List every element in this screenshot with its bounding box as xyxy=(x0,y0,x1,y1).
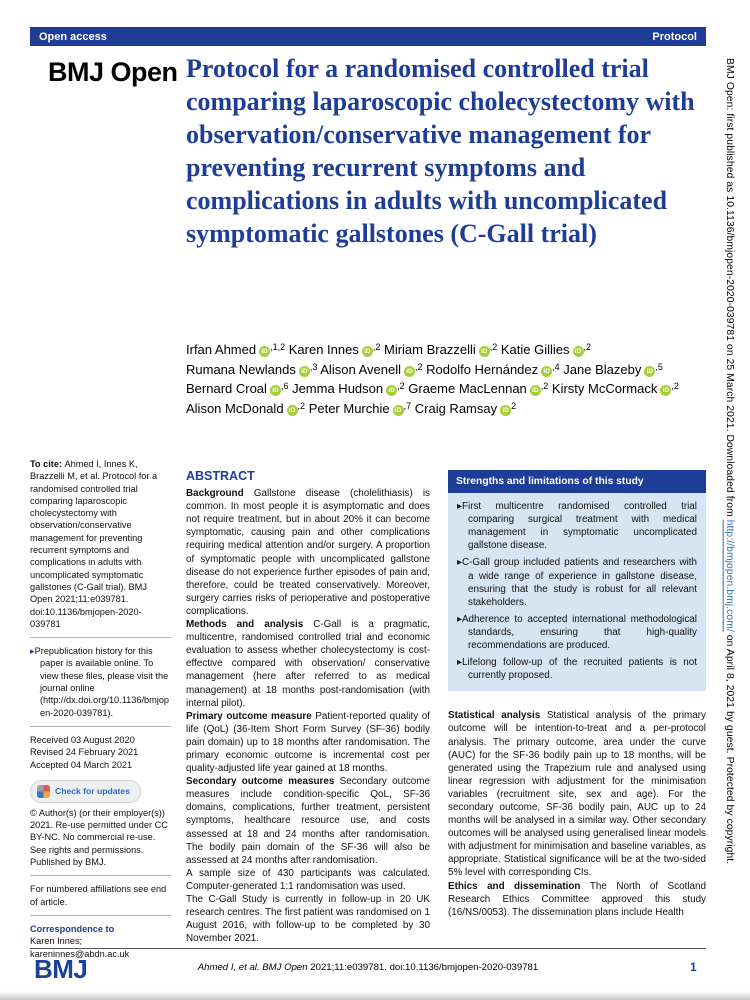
author-affiliation-sup: ,2 xyxy=(397,381,405,391)
statistical-analysis-section xyxy=(448,709,706,879)
author xyxy=(186,362,317,377)
section-label: Secondary outcome measures xyxy=(186,776,340,788)
strengths-box xyxy=(448,470,706,691)
abstract-section-secondary-outcomes xyxy=(186,775,430,867)
strengths-bullet: ▸ Adherence to accepted international methodological standards, ensuring that high-quality recommendations are produced. xyxy=(457,613,697,652)
divider xyxy=(30,875,171,876)
author xyxy=(415,401,516,416)
crossmark-icon xyxy=(37,785,50,798)
author-affiliation-sup: ,2 xyxy=(583,342,592,352)
orcid-icon xyxy=(270,385,281,396)
author-name: Kirsty McCormack xyxy=(551,381,658,396)
author xyxy=(563,362,663,377)
strengths-box-body xyxy=(448,493,706,691)
prepub-note: ▸ Prepublication history for this paper is available online. To view these files, please visit the journal online (http://dx.doi.org/10.1136/bmjopen-2020-039781). xyxy=(30,645,171,719)
author-affiliation-sup: ,2 xyxy=(489,342,498,352)
section-label: Ethics and dissemination xyxy=(448,880,590,892)
author xyxy=(320,362,422,377)
to-cite-text: Ahmed I, Innes K, Brazzelli M, et al. Protocol for a randomised controlled trial comparing laparoscopic cholecystectomy with observation/conservative management for preventing recurrent symptoms and complications in adults with uncomplicated symptomatic gallstones (C-Gall trial). BMJ Open 2021;11:e039781. doi:10.1136/bmjopen-2020-039781 xyxy=(30,459,158,629)
author-affiliation-sup: ,2 xyxy=(540,381,549,391)
author-affiliation-sup: ,2 xyxy=(671,381,679,391)
abstract-paragraph-sample-size xyxy=(186,867,430,893)
orcid-icon xyxy=(404,366,415,377)
divider xyxy=(30,726,171,727)
section-label: Background xyxy=(186,488,254,500)
author-affiliation-sup: ,2 xyxy=(297,400,306,411)
journal-logo: BMJ Open xyxy=(48,57,178,87)
section-label: Statistical analysis xyxy=(448,710,547,722)
author-name: Craig Ramsay xyxy=(414,400,498,416)
abstract-section-background xyxy=(186,487,430,618)
orcid-icon xyxy=(393,405,404,416)
section-label: Methods and analysis xyxy=(186,619,314,631)
author xyxy=(186,342,285,357)
author-name: Rumana Newlands xyxy=(186,361,296,377)
author-affiliation-sup: ,4 xyxy=(552,361,560,372)
revised-date: Revised 24 February 2021 xyxy=(30,747,139,758)
author xyxy=(186,381,288,396)
vertical-strip-link[interactable]: http://bmjopen.bmj.com/ xyxy=(724,519,735,632)
open-access-label: Open access xyxy=(39,30,107,43)
author-name: Jane Blazeby xyxy=(563,361,642,377)
strengths-bullet: ▸ C-Gall group included patients and researchers with a wide range of experience in gallstone disease, ensuring that the study is robust for all relevant stakeholders. xyxy=(457,556,697,608)
author-affiliation-sup: ,2 xyxy=(372,342,381,352)
orcid-icon xyxy=(500,405,511,416)
section-text: Patient-reported quality of life (QoL) (36-Item Short Form Survey (SF-36) bodily pain domain) up to 18 months after randomisation. The primary economic outcome is incremental cost per quality-adjusted life year gained at 18 months. xyxy=(186,710,430,775)
strengths-bullet: ▸ Lifelong follow-up of the recruited patients is not currently proposed. xyxy=(457,656,697,682)
top-bar xyxy=(30,27,706,46)
author-affiliation-sup: ,3 xyxy=(309,361,318,372)
orcid-icon xyxy=(530,385,541,396)
correspondence-heading: Correspondence to xyxy=(30,923,115,934)
orcid-icon xyxy=(660,385,671,396)
abstract-column xyxy=(186,470,430,945)
author-name: Irfan Ahmed xyxy=(186,342,257,357)
orcid-icon xyxy=(573,346,584,357)
orcid-icon xyxy=(479,346,490,357)
author xyxy=(552,381,679,396)
page-number: 1 xyxy=(690,960,697,974)
authors-list xyxy=(186,341,706,419)
citation-rest: 2021;11:e039781. doi:10.1136/bmjopen-2020-039781 xyxy=(307,962,539,973)
author xyxy=(309,401,411,416)
orcid-icon xyxy=(259,346,270,357)
affiliations-note: For numbered affiliations see end of article. xyxy=(30,884,167,907)
copyright-notice: © Author(s) (or their employer(s)) 2021. Re-use permitted under CC BY-NC. No commercial re-use. See rights and permissions. Published by BMJ. xyxy=(30,807,168,868)
author-affiliation-sup: ,1,2 xyxy=(270,342,286,352)
author-affiliation-sup: ,2 xyxy=(414,361,423,372)
author-name: Peter Murchie xyxy=(308,400,390,416)
ethics-section xyxy=(448,880,706,919)
orcid-icon xyxy=(644,366,655,377)
author-name: Miriam Brazzelli xyxy=(384,342,476,357)
author-name: Bernard Croal xyxy=(186,381,267,396)
author-name: Alison Avenell xyxy=(320,361,401,377)
protocol-label: Protocol xyxy=(652,30,697,43)
section-text: The North of Scotland Research Ethics Committee approved this study (16/NS/0053). The dissemination plans include Health xyxy=(448,880,706,918)
to-cite-label: To cite: xyxy=(30,459,65,469)
author xyxy=(289,342,381,357)
author xyxy=(408,381,548,396)
correspondence-email[interactable]: kareninnes@abdn.ac.uk xyxy=(30,948,130,959)
author xyxy=(384,342,497,357)
orcid-icon xyxy=(386,385,397,396)
author-name: Alison McDonald xyxy=(186,400,284,416)
abstract-paragraph-status xyxy=(186,893,430,945)
bmj-logo: BMJ xyxy=(34,954,88,984)
page-bottom-shadow xyxy=(0,991,750,1000)
author-name: Katie Gillies xyxy=(500,342,570,357)
orcid-icon xyxy=(362,346,373,357)
author-name: Jemma Hudson xyxy=(292,381,384,396)
vertical-strip-text: BMJ Open: first published as 10.1136/bmjopen-2020-039781 on 25 March 2021. Downloaded from xyxy=(724,58,735,520)
author xyxy=(186,401,305,416)
author-affiliation-sup: ,5 xyxy=(655,361,663,372)
strengths-box-title: Strengths and limitations of this study xyxy=(448,470,706,493)
to-cite-block xyxy=(30,458,171,630)
citation-journal: BMJ Open xyxy=(262,962,308,973)
section-text: Gallstone disease (cholelithiasis) is common. In most people it is asymptomatic and does not require treatment, but in about 20% it can become symptomatic, causing pain and other complications requiring medical attention and/or surgery. A proportion of symptomatic people with uncomplicated gallstone disease do not experience further episodes of pain and, therefore, could be treated conservatively. Moreover, surgery carries risks of perioperative and postoperative complications. xyxy=(186,488,430,617)
author-affiliation-sup: ,7 xyxy=(403,400,412,411)
left-sidebar xyxy=(30,458,171,967)
abstract-heading: ABSTRACT xyxy=(186,469,255,483)
author xyxy=(426,362,560,377)
received-date: Received 03 August 2020 xyxy=(30,734,135,745)
orcid-icon xyxy=(287,405,298,416)
orcid-icon xyxy=(299,366,310,377)
author-affiliation-sup: ,6 xyxy=(280,381,289,391)
check-for-updates-label: Check for updates xyxy=(55,786,130,797)
author xyxy=(292,381,405,396)
accepted-date: Accepted 04 March 2021 xyxy=(30,759,133,770)
right-column xyxy=(448,470,706,919)
author-name: Karen Innes xyxy=(288,342,359,357)
citation-authors: Ahmed I, et al. xyxy=(197,962,263,973)
orcid-icon xyxy=(541,366,552,377)
abstract-section-methods xyxy=(186,618,430,710)
author-affiliation-sup: 2 xyxy=(511,400,517,411)
divider xyxy=(30,915,171,916)
strengths-bullet: ▸ First multicentre randomised controlled trial comparing surgical treatment with medical management in symptomatic uncomplicated gallstone disease. xyxy=(457,500,697,552)
footer-citation xyxy=(30,962,706,973)
correspondence-name: Karen Innes; xyxy=(30,936,83,947)
section-text: Secondary outcome measures include condition-specific QoL, SF-36 domains, complications, further treatment, persistent symptoms, healthcare resource use, and costs assessed at 18 and 24 months after randomisation. The bodily pain domain of the SF-36 will also be assessed at 24 months after randomisation. xyxy=(186,776,430,866)
footer-divider xyxy=(30,948,706,949)
author xyxy=(501,342,591,357)
history-dates xyxy=(30,734,171,771)
vertical-strip-text: on April 8, 2021 by guest. Protected by copyright. xyxy=(724,631,735,865)
author-name: Rodolfo Hernández xyxy=(426,361,539,377)
vertical-copyright-strip xyxy=(724,58,735,970)
author-name: Graeme MacLennan xyxy=(408,381,527,396)
abstract-section-primary-outcome xyxy=(186,710,430,775)
section-text: Statistical analysis of the primary outcome will be intention-to-treat and a per-protocol analysis. The primary outcome, area under the curve (AUC) for the SF-36 bodily pain up to 18 months, will be generated using the Trapezium rule and analysed using linear regression with adjustment for the minimisation variables (recruitment site, sex and age). For the secondary outcome, SF-36 bodily pain, AUC up to 24 months will be analysed in a similar way. Other secondary outcomes will be analysed using generalised linear models with adjustment for minimisation and baseline variables, as appropriate. Statistical significance will be at the two-sided 5% level with corresponding CIs. xyxy=(448,710,706,879)
check-for-updates-button[interactable] xyxy=(30,780,141,803)
article-title: Protocol for a randomised controlled trial comparing laparoscopic cholecystectomy with observation/conservative management for preventing recurrent symptoms and complications in adults with uncomplicated symptomatic gallstones (C-Gall trial) xyxy=(186,54,695,249)
section-label: Primary outcome measure xyxy=(186,710,316,722)
section-text: A sample size of 430 participants was calculated. Computer-generated 1:1 randomisation was used. xyxy=(186,867,430,892)
divider xyxy=(30,637,171,638)
section-text: C-Gall is a pragmatic, multicentre, randomised controlled trial and economic evaluation to assess whether cholecystectomy is cost-effective compared with observation/ conservative management (here after referred to as medical management) at 18 months post-randomisation (with internal pilot). xyxy=(186,619,430,709)
section-text: The C-Gall Study is currently in follow-up in 20 UK research centres. The first patient was randomised on 1 August 2016, with follow-up to be completed by 30 November 2021. xyxy=(186,894,430,945)
